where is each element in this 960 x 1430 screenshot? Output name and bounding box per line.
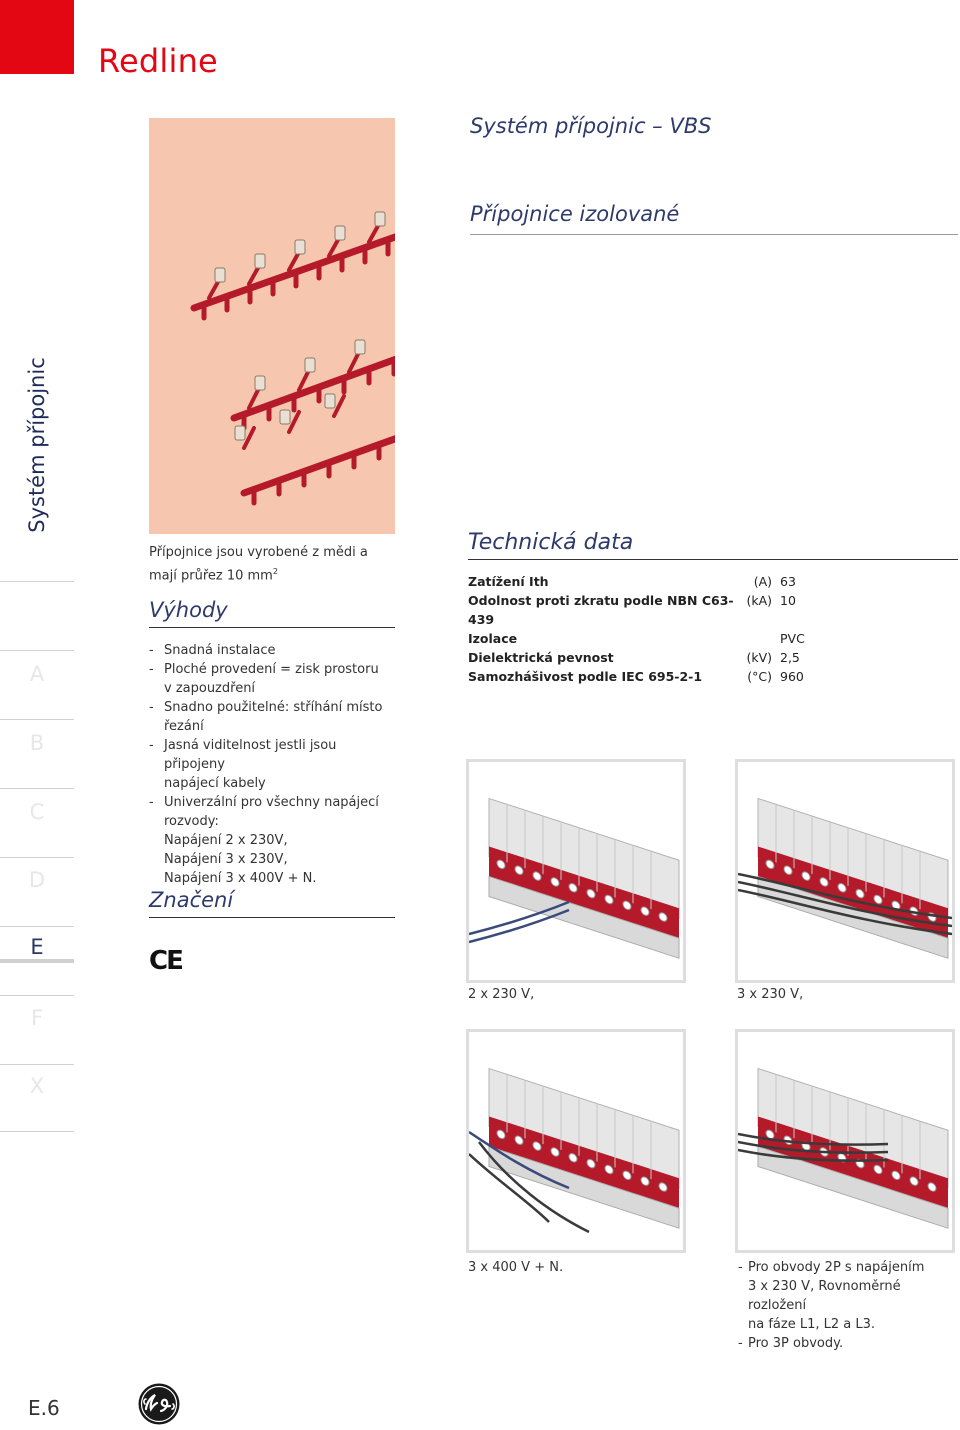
advantages-heading: Výhody [149, 598, 228, 622]
param-value: 63 [780, 574, 796, 589]
variant-image-3x230 [735, 759, 955, 983]
variant-caption: 3 x 400 V + N. [468, 1260, 564, 1275]
param-unit: (kA) [746, 593, 772, 608]
advantage-item: - Univerzální pro všechny napájecí rozvody: [149, 793, 399, 831]
param-value: PVC [780, 631, 805, 646]
tab-x[interactable]: X [29, 1074, 45, 1098]
supply-option: Napájení 3 x 400V + N. [164, 871, 317, 886]
param-unit: (kV) [746, 650, 772, 665]
breaker-row-illustration [738, 1032, 952, 1250]
marking-heading: Značení [149, 888, 234, 912]
variant-caption: 3 x 230 V, [737, 987, 804, 1002]
advantages-divider [149, 627, 395, 628]
param-value: 10 [780, 593, 796, 608]
tab-divider [0, 581, 74, 582]
tab-divider [0, 719, 74, 720]
ce-mark-icon: CE [149, 946, 182, 976]
active-tab-indicator [0, 959, 74, 963]
advantage-item: - Ploché provedení = zisk prostoru v zapouzdření [149, 660, 399, 698]
supply-option: Napájení 2 x 230V, [164, 833, 288, 848]
advantages-list [149, 641, 399, 888]
variant-image-2p-3p [735, 1029, 955, 1253]
tab-c[interactable]: C [29, 800, 45, 824]
tab-d[interactable]: D [28, 868, 46, 892]
advantage-item: - Jasná viditelnost jestli jsou připojeny napájecí kabely [149, 736, 399, 793]
technical-data-divider [468, 559, 958, 560]
ge-logo-mark [137, 1382, 181, 1426]
param-unit [736, 629, 780, 648]
sidebar-section-label: Systém přípojnic [25, 357, 49, 533]
table-row [468, 572, 840, 591]
table-row [468, 648, 840, 667]
technical-data-heading: Technická data [468, 530, 634, 555]
tab-e[interactable]: E [30, 935, 44, 959]
intro-superscript: 2 [272, 567, 278, 576]
param-unit: (°C) [747, 669, 772, 684]
busbar-illustration [149, 118, 395, 534]
intro-sentence: Přípojnice jsou vyrobené z mědi a mají průřez 10 mm [149, 545, 368, 584]
param-name: Odolnost proti zkratu podle NBN C63-439 [468, 593, 734, 627]
tab-divider [0, 1131, 74, 1132]
table-row [468, 629, 840, 648]
advantage-item: - Snadná instalace [149, 641, 399, 660]
param-name: Izolace [468, 631, 518, 646]
brand-color-block [0, 0, 74, 74]
tab-divider [0, 650, 74, 651]
tab-divider [0, 926, 74, 927]
breaker-row-illustration [738, 762, 952, 980]
tab-a[interactable]: A [29, 662, 45, 686]
param-value: 2,5 [780, 650, 800, 665]
busbar-product-photo [149, 118, 395, 534]
param-value: 960 [780, 669, 804, 684]
intro-text [149, 543, 399, 585]
tab-b[interactable]: B [29, 731, 45, 755]
page-subtitle: Přípojnice izolované [470, 202, 680, 226]
sidebar-section-title [0, 340, 74, 550]
breaker-row-illustration [469, 1032, 683, 1250]
ge-logo-icon [137, 1382, 181, 1426]
param-unit: (A) [753, 574, 772, 589]
variant-image-2x230 [466, 759, 686, 983]
page-title: Systém přípojnic – VBS [470, 114, 712, 138]
advantage-item: - Snadno použitelné: stříhání místo řezání [149, 698, 399, 736]
variant-caption: 2 x 230 V, [468, 987, 535, 1002]
page-number: E.6 [28, 1396, 60, 1420]
variant-note: - Pro 3P obvody. [738, 1334, 960, 1353]
param-name: Samozhášivost podle IEC 695-2-1 [468, 669, 703, 684]
table-row [468, 591, 840, 629]
variant-note: - Pro obvody 2P s napájením 3 x 230 V, Rovnoměrné rozložení na fáze L1, L2 a L3. [738, 1258, 960, 1334]
breaker-row-illustration [469, 762, 683, 980]
tab-divider [0, 995, 74, 996]
variant-notes [738, 1258, 960, 1353]
supply-option: Napájení 3 x 230V, [164, 852, 288, 867]
brand-name: Redline [98, 42, 218, 80]
variant-image-3x400n [466, 1029, 686, 1253]
subtitle-divider [470, 234, 958, 235]
table-row [468, 667, 840, 686]
marking-divider [149, 917, 395, 918]
param-name: Zatížení Ith [468, 574, 549, 589]
tab-divider [0, 788, 74, 789]
param-name: Dielektrická pevnost [468, 650, 614, 665]
technical-data-table [468, 572, 840, 686]
tab-f[interactable]: F [30, 1006, 44, 1030]
tab-divider [0, 857, 74, 858]
tab-divider [0, 1064, 74, 1065]
